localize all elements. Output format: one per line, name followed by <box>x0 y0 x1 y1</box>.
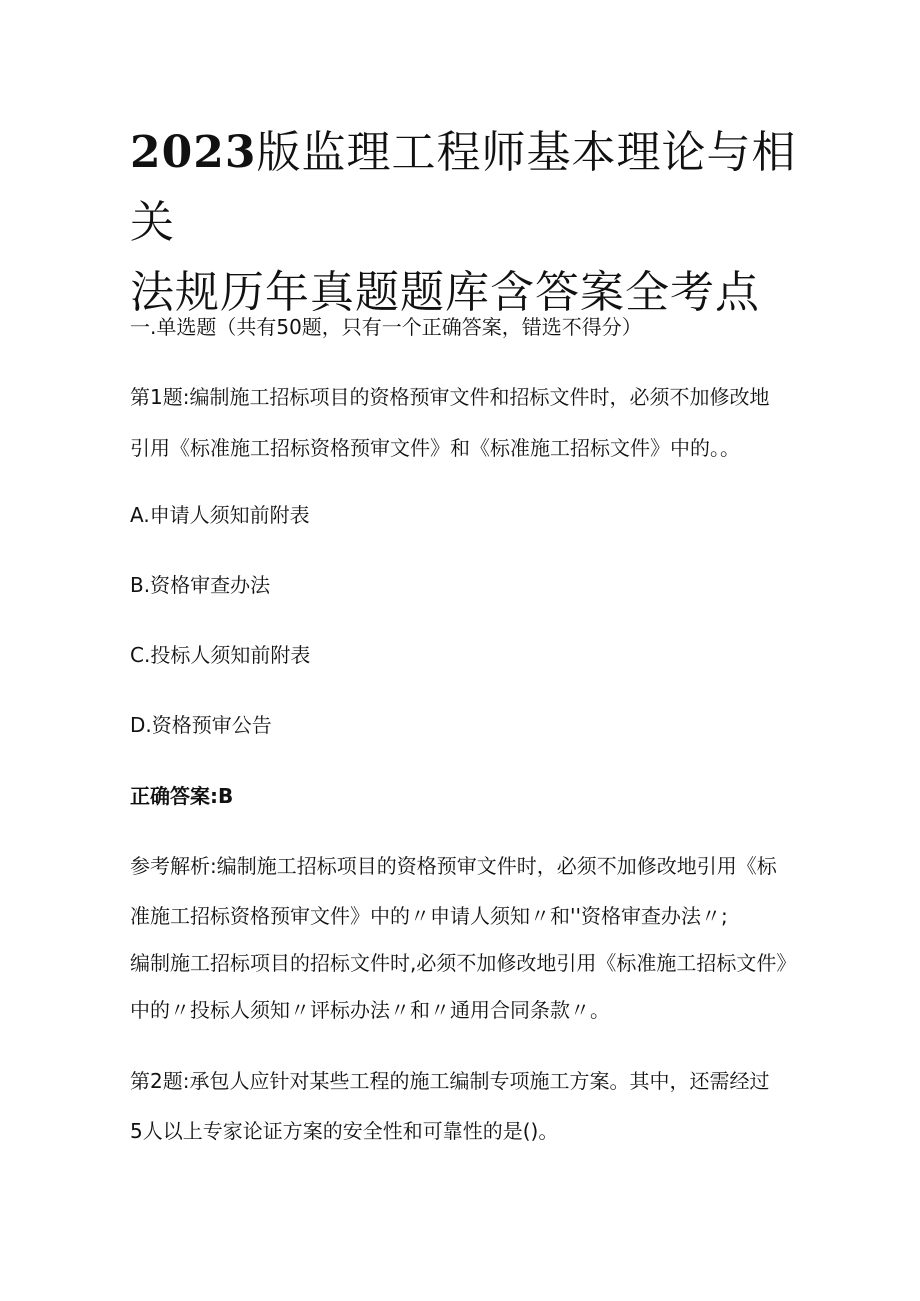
question2-stem-line2: 5人以上专家论证方案的安全性和可靠性的是()。 <box>130 1119 559 1143</box>
question1-stem-line2: 引用《标准施工招标资格预审文件》和《标准施工招标文件》中的。。 <box>130 436 740 460</box>
title-year: 2023 <box>130 127 257 178</box>
question1-analysis-line2: 准施工招标资格预审文件》中的〃申请人须知〃和''资格审查办法〃; <box>130 904 728 928</box>
title-line1-rest: 版监理工程师基本理论与相关 <box>130 127 797 248</box>
question2-stem-line1: 第2题:承包人应针对某些工程的施工编制专项施工方案。其中，还需经过 <box>130 1069 770 1093</box>
question1-analysis-line3: 编制施工招标项目的招标文件时,必须不加修改地引用《标准施工招标文件》 <box>130 951 797 975</box>
document-title <box>130 118 810 328</box>
title-line2: 法规历年真题题库含答案全考点 <box>130 267 760 318</box>
question1-analysis-line4: 中的〃投标人须知〃评标办法〃和〃通用合同条款〃。 <box>130 998 610 1022</box>
question1-stem-line1: 第1题:编制施工招标项目的资格预审文件和招标文件时，必须不加修改地 <box>130 385 770 409</box>
question1-analysis-line1: 参考解析:编制施工招标项目的资格预审文件时，必须不加修改地引用《标 <box>130 854 777 878</box>
question1-answer: 正确答案:B <box>130 784 234 808</box>
question1-option-c: C.投标人须知前附表 <box>130 643 311 667</box>
question1-option-b: B.资格审查办法 <box>130 573 271 597</box>
section-heading: 一.单选题（共有50题，只有一个正确答案，错选不得分） <box>130 315 642 339</box>
question1-option-d: D.资格预审公告 <box>130 713 272 737</box>
question1-option-a: A.申请人须知前附表 <box>130 503 310 527</box>
